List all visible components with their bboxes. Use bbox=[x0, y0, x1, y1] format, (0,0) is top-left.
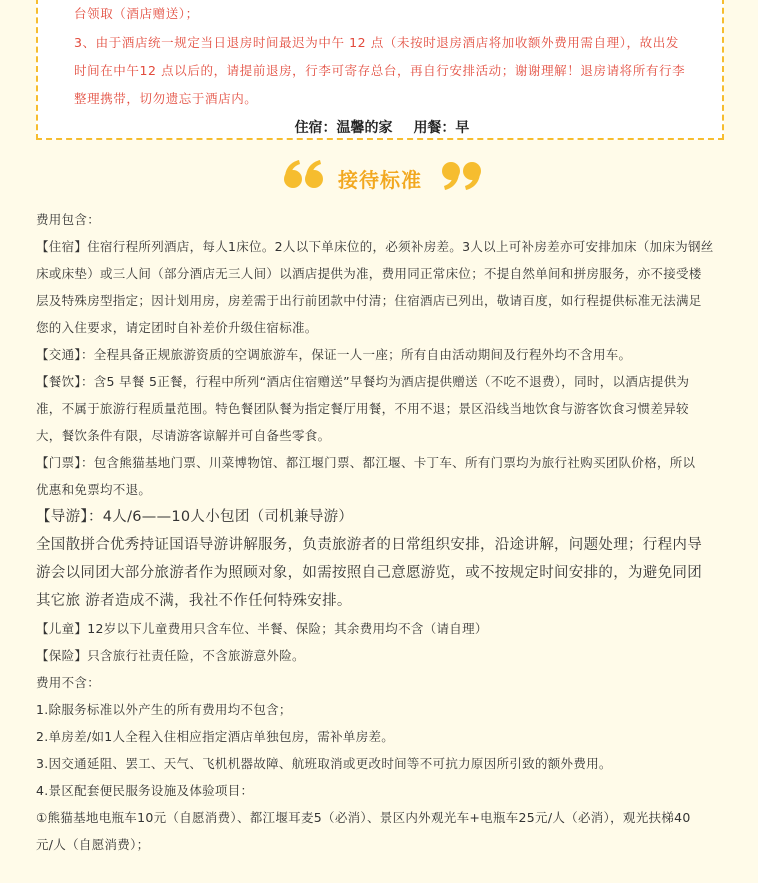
exclude-item-2: 2.单房差/如1人全程入住相应指定酒店单独包房，需补单房差。 bbox=[36, 729, 395, 744]
hotel-line-4: 您的入住要求，请定团时自补差价升级住宿标准。 bbox=[36, 320, 318, 335]
stay-meal-line bbox=[38, 117, 726, 137]
meals-line-1: 【餐饮】：含5 早餐 5正餐，行程中所列“酒店住宿赠送”早餐均为酒店提供赠送（不吃不退费），同时，以酒店提供为 bbox=[36, 374, 690, 389]
tickets-line-2: 优惠和免票均不退。 bbox=[36, 482, 152, 497]
meal-label: 用餐：早 bbox=[413, 120, 470, 136]
notice-box bbox=[36, 0, 724, 140]
notice-line-3: 时间在中午12 点以后的，请提前退房，行李可寄存总台，再自行安排活动；谢谢理解！退房请将所有行李 bbox=[74, 63, 686, 78]
section-title-text: 接待标准 bbox=[338, 168, 422, 192]
notice-line-2: 3、由于酒店统一规定当日退房时间最迟为中午 12 点（未按时退房酒店将加收额外费用需自理），故出发 bbox=[74, 35, 679, 50]
section-title bbox=[0, 156, 758, 196]
exclude-subitem-1-line-2: 元/人（自愿消费）； bbox=[36, 837, 150, 852]
fee-include-heading: 费用包含： bbox=[36, 212, 101, 227]
hotel-line-3: 层及特殊房型指定；因计划用房，房差需于出行前团款中付清；住宿酒店已列出，敬请百度，如行程提供标准无法满足 bbox=[36, 293, 702, 308]
guide-line-3: 其它旅 游者造成不满，我社不作任何特殊安排。 bbox=[36, 593, 352, 609]
reception-standard-content bbox=[36, 206, 726, 858]
guide-line-2: 游会以同团大部分旅游者作为照顾对象，如需按照自己意愿游览，或不按规定时间安排的，为避免同团 bbox=[36, 565, 702, 581]
exclude-item-1: 1.除服务标准以外产生的所有费用均不包含； bbox=[36, 702, 292, 717]
stay-label: 住宿：温馨的家 bbox=[294, 120, 393, 136]
close-quote-icon bbox=[440, 160, 482, 190]
open-quote-icon bbox=[283, 160, 325, 190]
exclude-item-3: 3.因交通延阻、罢工、天气、飞机机器故障、航班取消或更改时间等不可抗力原因所引致的额外费用。 bbox=[36, 756, 612, 771]
insurance-line: 【保险】只含旅行社责任险，不含旅游意外险。 bbox=[36, 648, 305, 663]
guide-heading: 【导游】：4人/6——10人小包团（司机兼导游） bbox=[36, 509, 354, 525]
notice-line-4: 整理携带，切勿遗忘于酒店内。 bbox=[74, 91, 258, 106]
tickets-line-1: 【门票】：包含熊猫基地门票、川菜博物馆、都江堰门票、都江堰、卡丁车、所有门票均为旅行社购买团队价格，所以 bbox=[36, 455, 696, 470]
exclude-item-4: 4.景区配套便民服务设施及体验项目： bbox=[36, 783, 254, 798]
meals-line-2: 准，不属于旅游行程质量范围。特色餐团队餐为指定餐厅用餐，不用不退；景区沿线当地饮食与游客饮食习惯差异较 bbox=[36, 401, 689, 416]
hotel-line-1: 【住宿】住宿行程所列酒店，每人1床位。2人以下单床位的，必须补房差。3人以上可补房差亦可安排加床（加床为钢丝 bbox=[36, 239, 714, 254]
guide-line-1: 全国散拼合优秀持证国语导游讲解服务，负责旅游者的日常组织安排，沿途讲解，问题处理；行程内导 bbox=[36, 537, 702, 553]
children-line: 【儿童】12岁以下儿童费用只含车位、半餐、保险；其余费用均不含（请自理） bbox=[36, 621, 488, 636]
fee-exclude-heading: 费用不含： bbox=[36, 675, 101, 690]
meals-line-3: 大，餐饮条件有限，尽请游客谅解并可自备些零食。 bbox=[36, 428, 331, 443]
notice-line-1: 台领取（酒店赠送）； bbox=[74, 6, 199, 21]
hotel-line-2: 床或床垫）或三人间（部分酒店无三人间）以酒店提供为准，费用同正常床位；不提自然单间和拼房服务，亦不接受楼 bbox=[36, 266, 702, 281]
exclude-subitem-1-line-1: ①熊猫基地电瓶车10元（自愿消费）、都江堰耳麦5（必消）、景区内外观光车+电瓶车25元/人（必消），观光扶梯40 bbox=[36, 810, 691, 825]
transport-line: 【交通】：全程具备正规旅游资质的空调旅游车，保证一人一座；所有自由活动期间及行程外均不含用车。 bbox=[36, 347, 632, 362]
